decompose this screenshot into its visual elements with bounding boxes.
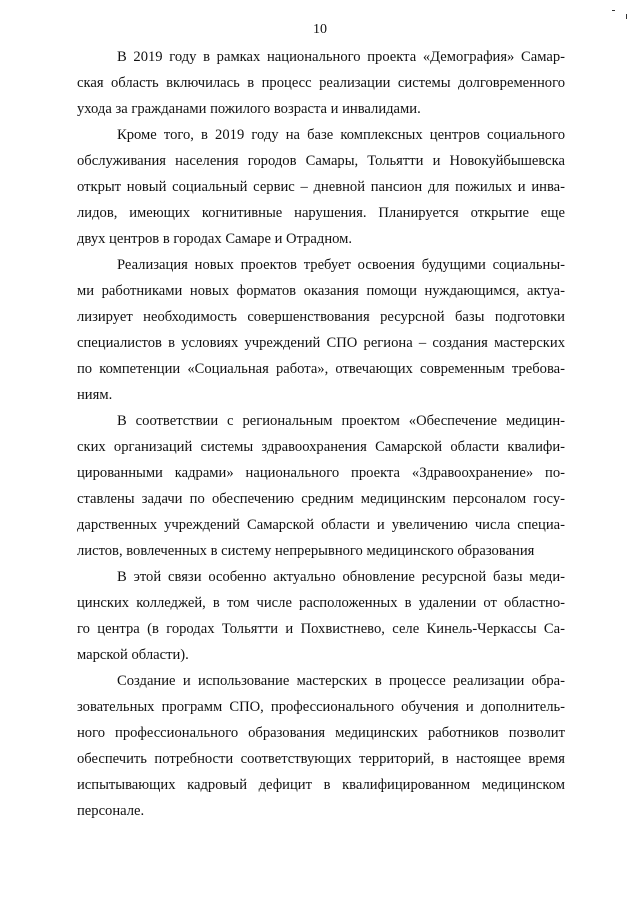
paragraph-2	[77, 122, 565, 252]
text-line: испытывающих кадровый дефицит в квалифицированном медицинском	[77, 777, 565, 793]
text-line: специалистов в условиях учреждений СПО региона – создания мастерских	[77, 335, 565, 351]
text-line: двух центров в городах Самаре и Отрадном.	[77, 231, 353, 247]
text-line: ниям.	[77, 387, 113, 403]
text-line: листов, вовлеченных в систему непрерывного медицинского образования	[77, 543, 535, 559]
text-line: цированными кадрами» национального проекта «Здравоохранение» по-	[77, 465, 565, 481]
text-line: лидов, имеющих когнитивные нарушения. Планируется открытие еще	[77, 205, 565, 221]
text-line: ская область включилась в процесс реализации системы долговременного	[77, 75, 565, 91]
text-line: ми работниками новых форматов оказания помощи нуждающимся, актуа-	[77, 283, 565, 299]
document-body	[77, 44, 565, 824]
scan-mark	[626, 14, 627, 19]
text-line: обеспечить потребности соответствующих территорий, в настоящее время	[77, 751, 565, 767]
text-line: открыт новый социальный сервис – дневной пансион для пожилых и инва-	[77, 179, 565, 195]
text-line: Кроме того, в 2019 году на базе комплексных центров социального	[117, 127, 565, 143]
paragraph-5	[77, 564, 565, 668]
text-line: Реализация новых проектов требует освоения будущими социальны-	[117, 257, 565, 273]
page-number: 10	[313, 22, 327, 37]
paragraph-4	[77, 408, 565, 564]
text-line: лизирует необходимость совершенствования ресурсной базы подготовки	[77, 309, 565, 325]
text-line: марской области).	[77, 647, 189, 663]
paragraph-3	[77, 252, 565, 408]
paragraph-1	[77, 44, 565, 122]
text-line: В соответствии с региональным проектом «Обеспечение медицин-	[117, 413, 565, 429]
text-line: обслуживания населения городов Самары, Тольятти и Новокуйбышевска	[77, 153, 565, 169]
text-line: ставлены задачи по обеспечению средним медицинским персоналом госу-	[77, 491, 565, 507]
text-line: ухода за гражданами пожилого возраста и инвалидами.	[77, 101, 421, 117]
text-line: Создание и использование мастерских в процессе реализации обра-	[117, 673, 565, 689]
text-line: дарственных учреждений Самарской области и увеличению числа специа-	[77, 517, 565, 533]
text-line: В этой связи особенно актуально обновление ресурсной базы меди-	[117, 569, 565, 585]
text-line: ских организаций системы здравоохранения Самарской области квалифи-	[77, 439, 565, 455]
text-line: го центра (в городах Тольятти и Похвистнево, селе Кинель-Черкассы Са-	[77, 621, 565, 637]
text-line: В 2019 году в рамках национального проекта «Демография» Самар-	[117, 49, 565, 65]
paragraph-6	[77, 668, 565, 824]
text-line: по компетенции «Социальная работа», отвечающих современным требова-	[77, 361, 565, 377]
text-line: персонале.	[77, 803, 145, 819]
text-line: цинских колледжей, в том числе расположенных в удалении от областно-	[77, 595, 565, 611]
text-line: зовательных программ СПО, профессионального обучения и дополнитель-	[77, 699, 565, 715]
text-line: ного профессионального образования медицинских работников позволит	[77, 725, 565, 741]
scan-mark	[612, 10, 615, 11]
